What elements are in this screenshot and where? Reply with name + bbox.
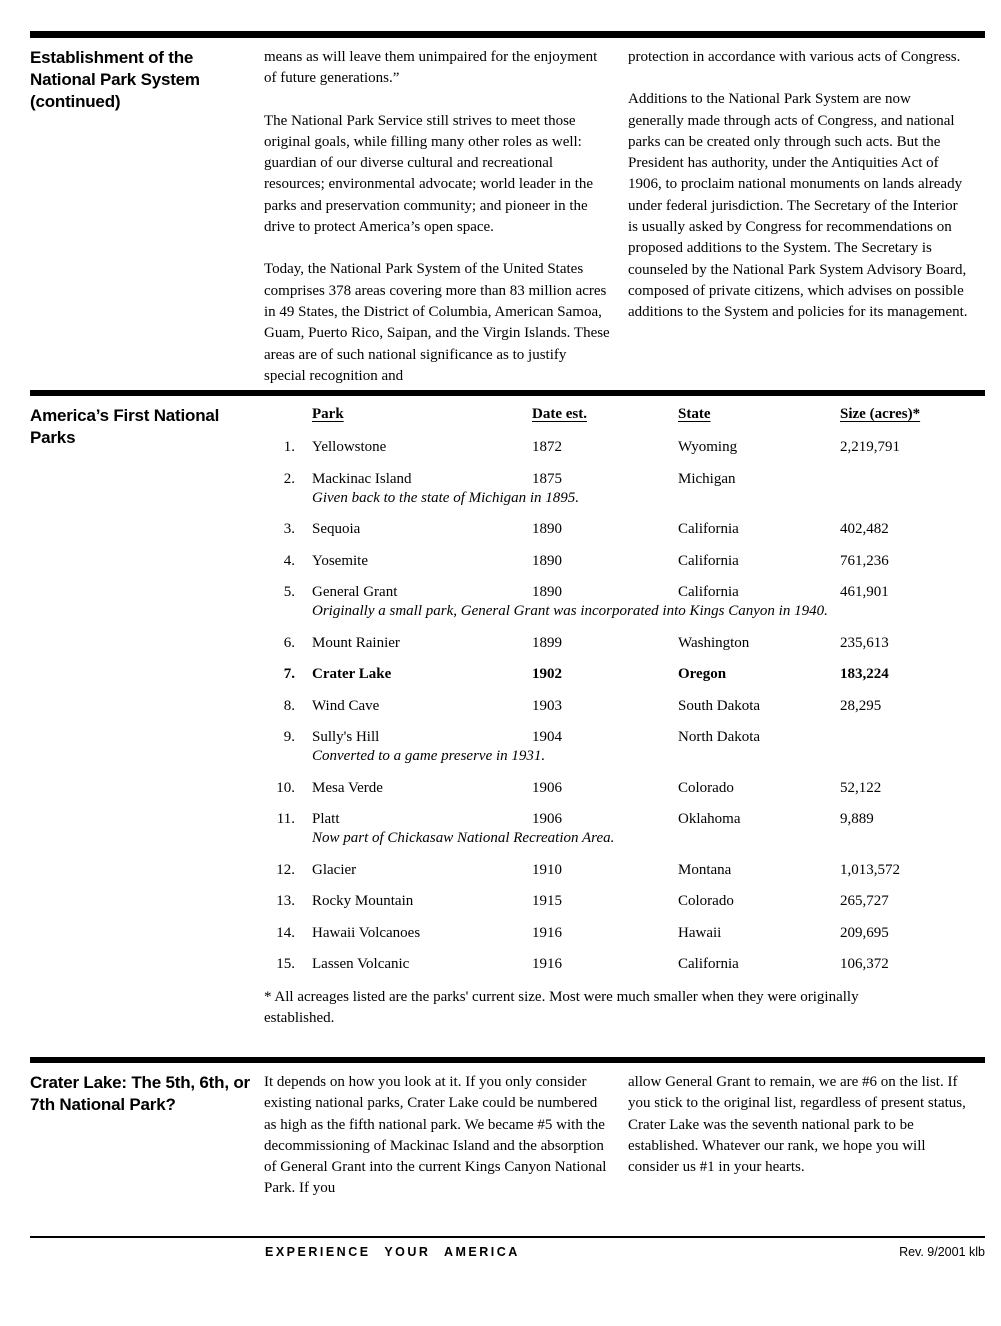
table-row [264, 520, 985, 539]
cell-size: 461,901 [840, 584, 889, 600]
table-row [264, 955, 985, 974]
row-note: Originally a small park, General Grant was incorporated into Kings Canyon in 1940. [312, 603, 828, 619]
cell-park: Rocky Mountain [312, 893, 414, 909]
cell-park: Platt [312, 811, 340, 827]
header-spacer [264, 405, 295, 424]
cell-state: Montana [678, 861, 732, 878]
cell-state: California [678, 521, 739, 537]
cell-park: Wind Cave [312, 697, 380, 714]
section-title: Crater Lake: The 5th, 6th, or 7th National Park? [30, 1073, 250, 1114]
paragraph: It depends on how you look at it. If you only consider existing national parks, Crater Lake could be numbered as high as the fifth national park. We became #5 with the decommissioning of Mackinac Island and the absorption of General Grant into the current Kings Canyon National Park. If you [264, 1074, 607, 1197]
cell-num: 4. [283, 552, 295, 569]
column-header-park: Park [312, 406, 344, 422]
cell-size: 183,224 [840, 666, 889, 682]
table-row [264, 552, 985, 571]
cell-date: 1904 [532, 729, 562, 745]
section-heading-cell [30, 47, 264, 390]
cell-date: 1916 [532, 924, 562, 941]
cell-date: 1915 [532, 893, 562, 909]
paragraph: Today, the National Park System of the United States comprises 378 areas covering more than 83 million acres in 49 States, the District of Columbia, American Samoa, Guam, Puerto Rico, Saipan, and the Virgin Islands. These areas are of such national significance as to justify special recognition and [264, 261, 610, 384]
cell-num: 6. [283, 634, 295, 651]
establishment-column-1 [264, 47, 610, 390]
table-row [264, 728, 985, 766]
cell-date: 1906 [532, 779, 562, 796]
cell-state: California [678, 552, 739, 569]
column-header-date: Date est. [532, 406, 587, 422]
column-header-state: State [678, 406, 711, 422]
cell-num: 9. [283, 729, 295, 745]
cell-date: 1906 [532, 811, 562, 827]
table-row [264, 665, 985, 684]
paragraph: Additions to the National Park System are now generally made through acts of Congress, and national parks can be created only through such acts. But the President has authority, under the Antiquities Act of 1906, to proclaim national monuments on lands already under federal jurisdiction. The Secretary of the Interior is usually asked by Congress for recommendations on proposed additions to the System. The Secretary is counseled by the National Park System Advisory Board, composed of private citizens, which advises on possible additions to the System and policies for its management. [628, 91, 968, 321]
cell-size: 1,013,572 [840, 861, 900, 878]
cell-num: 11. [276, 811, 295, 827]
row-note: Given back to the state of Michigan in 1895. [312, 489, 580, 506]
cell-size: 209,695 [840, 924, 889, 941]
cell-size: 52,122 [840, 779, 882, 796]
cell-state: South Dakota [678, 697, 761, 714]
cell-date: 1890 [532, 552, 562, 569]
cell-state: Colorado [678, 893, 734, 909]
cell-park: Yellowstone [312, 439, 387, 455]
cell-num: 13. [276, 893, 295, 909]
column-header-size: Size (acres)* [840, 406, 921, 422]
crater-column-2 [628, 1072, 985, 1236]
table-row [264, 861, 985, 880]
section-title: Establishment of the National Park System (continued) [30, 48, 200, 111]
table-row [264, 470, 985, 508]
cell-size: 106,372 [840, 956, 889, 972]
cell-date: 1916 [532, 956, 562, 972]
cell-park: Mount Rainier [312, 634, 400, 651]
table-row [264, 634, 985, 653]
cell-state: Michigan [678, 470, 736, 487]
cell-date: 1910 [532, 861, 562, 878]
cell-size: 2,219,791 [840, 439, 900, 455]
cell-size: 235,613 [840, 634, 889, 651]
section-heading-cell [30, 1072, 264, 1236]
cell-num: 5. [283, 584, 295, 600]
cell-state: Washington [678, 634, 750, 651]
cell-park: Glacier [312, 861, 357, 878]
cell-park: Mesa Verde [312, 779, 383, 796]
cell-park: Sully's Hill [312, 729, 380, 745]
cell-num: 3. [283, 521, 295, 537]
section-establishment [30, 38, 985, 390]
table-footnote: * All acreages listed are the parks' current size. Most were much smaller when they were originally established. [264, 989, 859, 1026]
table-row [264, 779, 985, 798]
section-divider-bar [30, 31, 985, 38]
footer [30, 1238, 985, 1259]
cell-park: Sequoia [312, 521, 361, 537]
cell-size: 402,482 [840, 521, 889, 537]
cell-num: 1. [283, 439, 295, 455]
section-crater-lake [30, 1063, 985, 1236]
paragraph: means as will leave them unimpaired for the enjoyment of future generations.” [264, 49, 598, 87]
table-row [264, 438, 985, 457]
cell-park: General Grant [312, 584, 398, 600]
table-header-row [264, 405, 985, 424]
row-note: Converted to a game preserve in 1931. [312, 748, 546, 764]
cell-size [840, 470, 985, 489]
table-row [264, 924, 985, 943]
establishment-column-2 [628, 47, 985, 390]
cell-date: 1890 [532, 584, 562, 600]
table-row [264, 892, 985, 911]
crater-column-1 [264, 1072, 610, 1236]
cell-date: 1875 [532, 470, 562, 487]
parks-table [264, 405, 985, 1057]
cell-size: 761,236 [840, 552, 889, 569]
section-heading-cell [30, 405, 264, 1057]
cell-park: Hawaii Volcanoes [312, 924, 421, 941]
cell-date: 1890 [532, 521, 562, 537]
cell-date: 1872 [532, 439, 562, 455]
cell-state: Oregon [678, 666, 727, 682]
cell-size: 265,727 [840, 893, 889, 909]
cell-state: Hawaii [678, 924, 722, 941]
table-row [264, 810, 985, 848]
section-first-parks [30, 396, 985, 1057]
cell-park: Crater Lake [312, 666, 392, 682]
cell-state: North Dakota [678, 729, 761, 745]
cell-num: 12. [276, 861, 295, 878]
paragraph: protection in accordance with various acts of Congress. [628, 49, 961, 65]
table-row [264, 697, 985, 716]
cell-size: 28,295 [840, 697, 882, 714]
footer-tagline: EXPERIENCE YOUR AMERICA [265, 1245, 520, 1259]
cell-date: 1902 [532, 666, 562, 682]
cell-num: 14. [276, 924, 295, 941]
cell-park: Lassen Volcanic [312, 956, 410, 972]
cell-date: 1899 [532, 634, 562, 651]
cell-num: 8. [283, 697, 295, 714]
row-note: Now part of Chickasaw National Recreation Area. [312, 830, 615, 846]
cell-park: Mackinac Island [312, 470, 412, 487]
cell-state: Wyoming [678, 439, 738, 455]
cell-size: 9,889 [840, 811, 874, 827]
cell-date: 1903 [532, 697, 562, 714]
paragraph: The National Park Service still strives to meet those original goals, while filling many other roles as well: guardian of our diverse cultural and recreational resources; environmental advocate; world leader in the parks and preservation community; and pioneer in the drive to protect America’s open space. [264, 112, 594, 236]
section-title: America’s First National Parks [30, 406, 220, 447]
paragraph: allow General Grant to remain, we are #6 on the list. If you stick to the original list, regardless of present status, Crater Lake was the seventh national park to be established. Whatever our rank, we hope you will consider us #1 in your hearts. [628, 1074, 966, 1176]
table-body [264, 438, 985, 974]
cell-num: 7. [283, 666, 295, 682]
cell-state: California [678, 956, 739, 972]
cell-park: Yosemite [312, 552, 368, 569]
cell-size [840, 728, 985, 747]
cell-state: California [678, 584, 739, 600]
cell-state: Colorado [678, 779, 734, 796]
footer-revision: Rev. 9/2001 klb [899, 1245, 985, 1259]
cell-state: Oklahoma [678, 811, 741, 827]
cell-num: 10. [276, 779, 295, 796]
table-row [264, 583, 985, 621]
cell-num: 15. [276, 956, 295, 972]
cell-num: 2. [283, 470, 295, 487]
document-page [30, 31, 985, 1259]
